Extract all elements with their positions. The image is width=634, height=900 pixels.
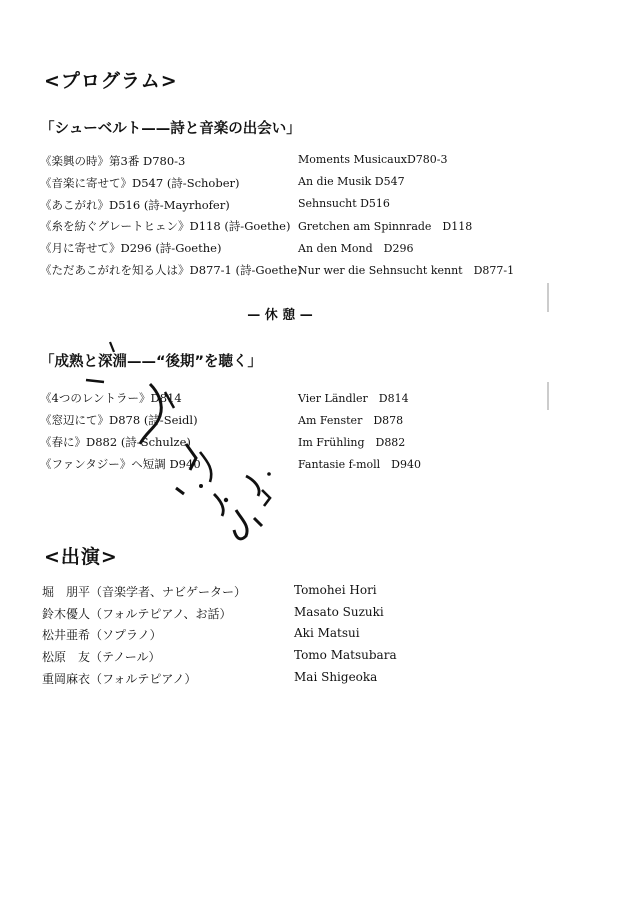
item-german-title: Fantasie f-moll D940 [298,458,421,471]
item-japanese-title: 《4つのレントラー》D814 [40,391,182,405]
performer-japanese-name: 鈴木優人（フォルテピアノ、お話） [42,607,232,621]
item-german-title: An den Mond D296 [298,242,414,255]
section2-title: 「成熟と深淵——“後期”を聴く」 [40,354,263,370]
item-german-title: Gretchen am Spinnrade D118 [298,220,473,233]
item-japanese-title: 《糸を紡ぐグレートヒェン》D118 (詩-Goethe) [40,219,291,233]
intermission-label: — 休 憩 — [247,308,313,323]
item-japanese-title: 《窓辺にて》D878 (詩-Seidl) [40,413,198,427]
performer-english-name: Masato Suzuki [294,605,384,619]
performer-english-name: Tomohei Hori [294,583,377,597]
item-german-title: An die Musik D547 [298,175,405,188]
program-heading: <プログラム> [44,70,178,92]
item-german-title: Vier Ländler D814 [298,392,409,405]
performer-english-name: Aki Matsui [294,626,360,640]
item-japanese-title: 《ファンタジー》ヘ短調 D940 [40,457,201,471]
item-german-title: Moments MusicauxD780-3 [298,153,448,166]
item-japanese-title: 《あこがれ》D516 (詩-Mayrhofer) [40,198,230,212]
section1-title: 「シューベルト——詩と音楽の出会い」 [40,121,301,137]
performer-japanese-name: 松原 友（テノール） [42,650,161,664]
item-japanese-title: 《楽興の時》第3番 D780-3 [40,154,186,168]
item-japanese-title: 《月に寄せて》D296 (詩-Goethe) [40,241,222,255]
performer-japanese-name: 松井亜希（ソプラノ） [42,628,162,642]
item-japanese-title: 《音楽に寄せて》D547 (詩-Schober) [40,176,240,190]
performer-english-name: Tomo Matsubara [294,648,397,662]
performer-japanese-name: 堀 朋平（音楽学者、ナビゲーター） [42,585,247,599]
item-german-title: Nur wer die Sehnsucht kennt D877-1 [298,264,515,277]
item-german-title: Am Fenster D878 [298,414,404,427]
performer-english-name: Mai Shigeoka [294,670,378,684]
item-japanese-title: 《ただあこがれを知る人は》D877-1 (詩-Goethe) [40,263,302,277]
item-japanese-title: 《春に》D882 (詩-Schulze) [40,435,191,449]
performer-japanese-name: 重岡麻衣（フォルテピアノ） [42,672,197,686]
performers-heading: <出演> [44,546,118,568]
item-german-title: Sehnsucht D516 [298,197,390,210]
item-german-title: Im Frühling D882 [298,436,406,449]
